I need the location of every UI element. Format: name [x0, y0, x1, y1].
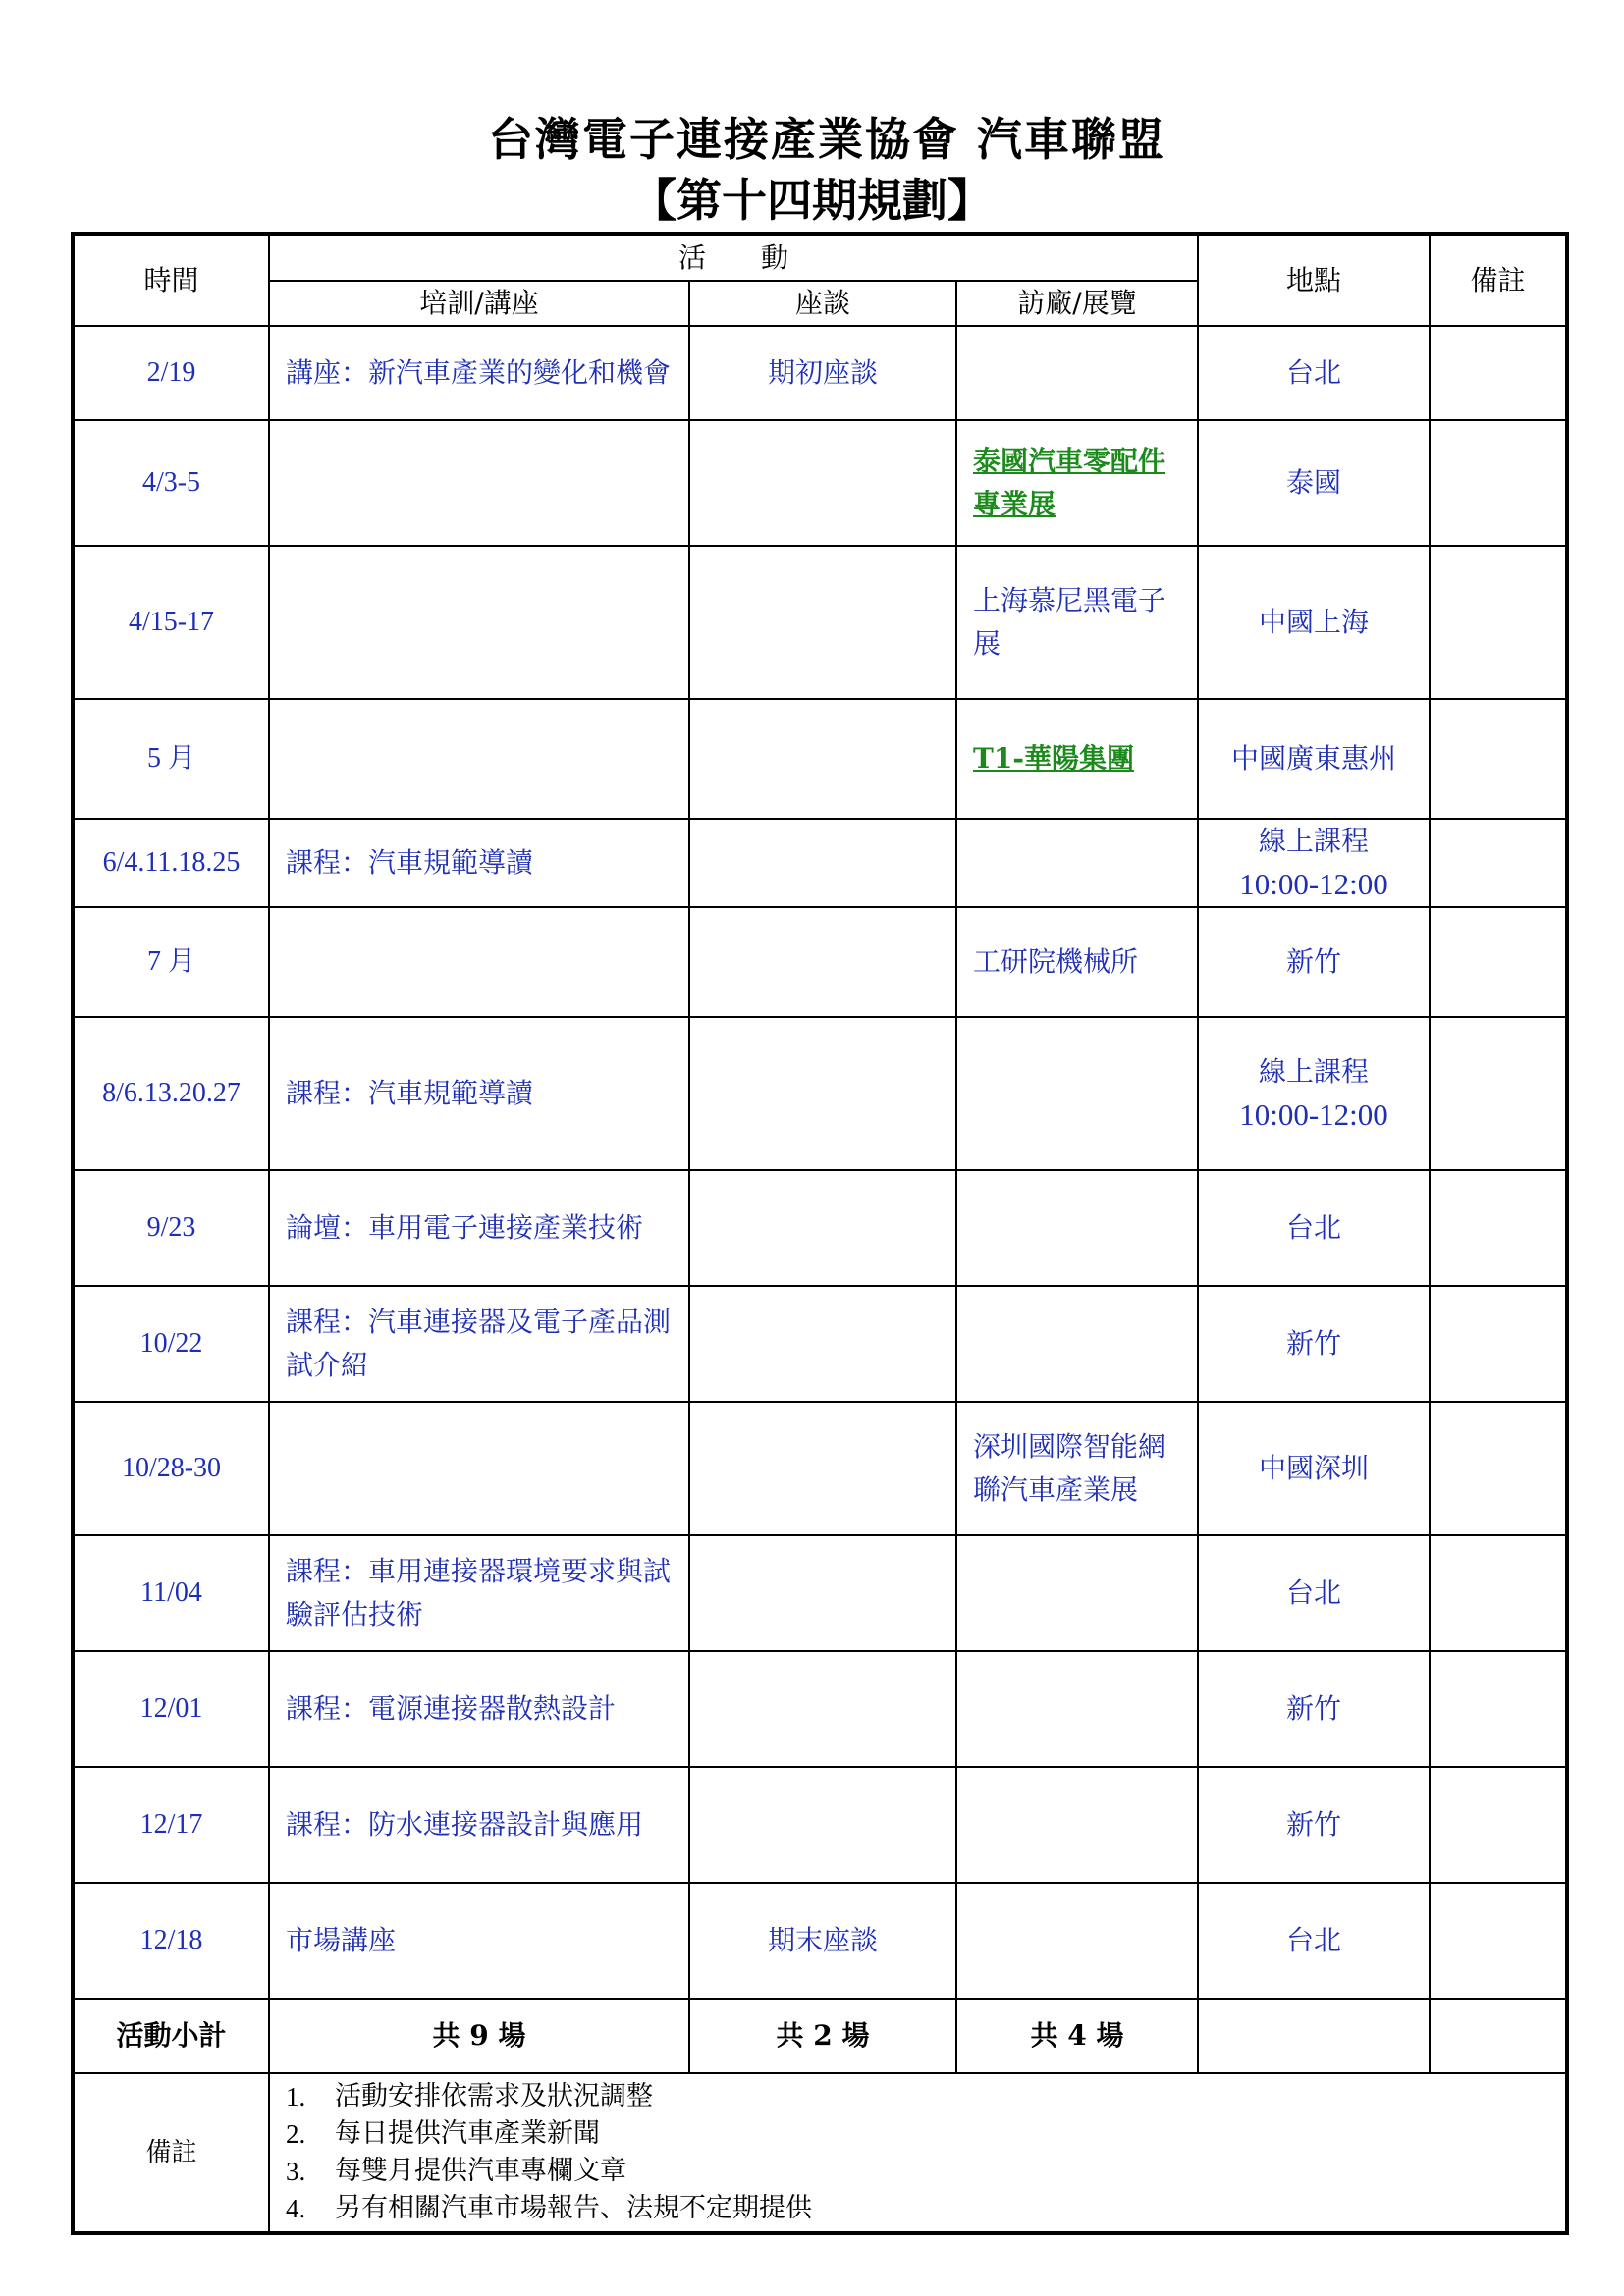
- header-training: 培訓/講座: [269, 281, 689, 326]
- row-training: 市場講座: [269, 1883, 689, 1999]
- header-location: 地點: [1198, 234, 1430, 326]
- note-item: [286, 2115, 1549, 2153]
- row-time: 2/19: [73, 326, 269, 420]
- row-remarks: [1430, 699, 1567, 819]
- row-seminar: [689, 699, 956, 819]
- row-visit-link[interactable]: T1-華陽集團: [956, 699, 1198, 819]
- row-seminar: [689, 546, 956, 699]
- row-seminar: [689, 1017, 956, 1170]
- row-visit: 深圳國際智能網聯汽車產業展: [956, 1402, 1198, 1535]
- row-location: 新竹: [1198, 1767, 1430, 1883]
- row-location: 台北: [1198, 1883, 1430, 1999]
- plan-table: [71, 232, 1569, 2235]
- row-seminar: [689, 1651, 956, 1767]
- row-remarks: [1430, 819, 1567, 907]
- row-training: 論壇：車用電子連接產業技術: [269, 1170, 689, 1286]
- subtotal-seminar: 共 2 場: [689, 1999, 956, 2073]
- notes-list: [286, 2078, 1549, 2227]
- subtotal-location: [1198, 1999, 1430, 2073]
- table-row: [73, 819, 1567, 907]
- row-location: 台北: [1198, 326, 1430, 420]
- table-row: [73, 1017, 1567, 1170]
- row-time: 7 月: [73, 907, 269, 1017]
- table-row: [73, 1170, 1567, 1286]
- row-visit: [956, 1767, 1198, 1883]
- table-row: [73, 1651, 1567, 1767]
- row-seminar: 期初座談: [689, 326, 956, 420]
- row-training: [269, 907, 689, 1017]
- note-text: 另有相關汽車市場報告、法規不定期提供: [335, 2193, 812, 2223]
- table-row: [73, 907, 1567, 1017]
- row-time: 5 月: [73, 699, 269, 819]
- row-visit: [956, 326, 1198, 420]
- header-activity: 活 動: [269, 234, 1198, 281]
- header-time: 時間: [73, 234, 269, 326]
- notes-row: [73, 2073, 1567, 2233]
- row-remarks: [1430, 1017, 1567, 1170]
- row-remarks: [1430, 1170, 1567, 1286]
- row-training: 課程：汽車規範導讀: [269, 819, 689, 907]
- row-visit: [956, 1286, 1198, 1402]
- row-remarks: [1430, 1767, 1567, 1883]
- row-location: 中國上海: [1198, 546, 1430, 699]
- row-visit: [956, 1883, 1198, 1999]
- subtotal-remarks: [1430, 1999, 1567, 2073]
- subtotal-visit: 共 4 場: [956, 1999, 1198, 2073]
- row-training: [269, 699, 689, 819]
- row-visit: [956, 819, 1198, 907]
- row-location: 泰國: [1198, 420, 1430, 546]
- table-row: [73, 699, 1567, 819]
- row-training: 課程：防水連接器設計與應用: [269, 1767, 689, 1883]
- row-location: 台北: [1198, 1535, 1430, 1651]
- row-seminar: [689, 907, 956, 1017]
- row-visit: [956, 1017, 1198, 1170]
- row-training: 課程：電源連接器散熱設計: [269, 1651, 689, 1767]
- row-remarks: [1430, 1883, 1567, 1999]
- row-training: 課程：車用連接器環境要求與試驗評估技術: [269, 1535, 689, 1651]
- row-seminar: [689, 1170, 956, 1286]
- row-training: [269, 1402, 689, 1535]
- location-line-2: 10:00-12:00: [1239, 867, 1388, 901]
- location-line-1: 線上課程: [1258, 825, 1369, 857]
- row-remarks: [1430, 1286, 1567, 1402]
- row-time: 6/4.11.18.25: [73, 819, 269, 907]
- row-time: 10/22: [73, 1286, 269, 1402]
- row-time: 12/18: [73, 1883, 269, 1999]
- row-seminar: [689, 819, 956, 907]
- row-location: 新竹: [1198, 907, 1430, 1017]
- note-number: 3.: [286, 2157, 306, 2186]
- page-subtitle: 【第十四期規劃】: [631, 174, 993, 227]
- location-line-1: 線上課程: [1258, 1055, 1369, 1088]
- row-remarks: [1430, 1651, 1567, 1767]
- row-seminar: [689, 1535, 956, 1651]
- table-row: [73, 1767, 1567, 1883]
- row-location: [1198, 819, 1430, 907]
- row-visit: [956, 1170, 1198, 1286]
- row-time: 12/17: [73, 1767, 269, 1883]
- row-remarks: [1430, 420, 1567, 546]
- location-line-2: 10:00-12:00: [1239, 1097, 1388, 1132]
- subtotal-label: 活動小計: [73, 1999, 269, 2073]
- table-row: [73, 1286, 1567, 1402]
- row-location: [1198, 1017, 1430, 1170]
- row-time: 8/6.13.20.27: [73, 1017, 269, 1170]
- table-row: [73, 1535, 1567, 1651]
- table-row: [73, 1402, 1567, 1535]
- row-location: 中國深圳: [1198, 1402, 1430, 1535]
- subtotal-row: [73, 1999, 1567, 2073]
- note-number: 2.: [286, 2119, 306, 2149]
- note-text: 活動安排依需求及狀況調整: [335, 2081, 653, 2111]
- notes-cell: [269, 2073, 1567, 2233]
- row-time: 4/15-17: [73, 546, 269, 699]
- row-visit-link[interactable]: 泰國汽車零配件專業展: [956, 420, 1198, 546]
- row-location: 中國廣東惠州: [1198, 699, 1430, 819]
- table-row: [73, 326, 1567, 420]
- row-seminar: 期末座談: [689, 1883, 956, 1999]
- row-training: 課程：汽車規範導讀: [269, 1017, 689, 1170]
- header-visit: 訪廠/展覽: [956, 281, 1198, 326]
- note-number: 4.: [286, 2194, 306, 2223]
- row-location: 台北: [1198, 1170, 1430, 1286]
- note-item: [286, 2190, 1549, 2227]
- row-visit: 上海慕尼黑電子展: [956, 546, 1198, 699]
- table-row: [73, 420, 1567, 546]
- row-time: 9/23: [73, 1170, 269, 1286]
- row-seminar: [689, 1286, 956, 1402]
- row-remarks: [1430, 1535, 1567, 1651]
- row-training: [269, 420, 689, 546]
- row-time: 11/04: [73, 1535, 269, 1651]
- row-training: 課程：汽車連接器及電子產品測試介紹: [269, 1286, 689, 1402]
- row-location: 新竹: [1198, 1286, 1430, 1402]
- title-block: [0, 110, 1624, 228]
- note-text: 每日提供汽車產業新聞: [335, 2118, 600, 2149]
- row-remarks: [1430, 326, 1567, 420]
- table-row: [73, 546, 1567, 699]
- row-time: 10/28-30: [73, 1402, 269, 1535]
- header-seminar: 座談: [689, 281, 956, 326]
- row-time: 12/01: [73, 1651, 269, 1767]
- row-training: [269, 546, 689, 699]
- header-remarks: 備註: [1430, 234, 1567, 326]
- notes-label: 備註: [73, 2073, 269, 2233]
- table-row: [73, 1883, 1567, 1999]
- row-seminar: [689, 420, 956, 546]
- row-remarks: [1430, 1402, 1567, 1535]
- row-location: 新竹: [1198, 1651, 1430, 1767]
- row-visit: [956, 1535, 1198, 1651]
- note-number: 1.: [286, 2082, 306, 2111]
- row-visit: 工研院機械所: [956, 907, 1198, 1017]
- note-item: [286, 2078, 1549, 2115]
- row-seminar: [689, 1402, 956, 1535]
- note-item: [286, 2153, 1549, 2190]
- row-seminar: [689, 1767, 956, 1883]
- row-training: 講座：新汽車產業的變化和機會: [269, 326, 689, 420]
- header-row-1: [73, 234, 1567, 281]
- subtotal-training: 共 9 場: [269, 1999, 689, 2073]
- row-time: 4/3-5: [73, 420, 269, 546]
- row-remarks: [1430, 546, 1567, 699]
- note-text: 每雙月提供汽車專欄文章: [335, 2156, 626, 2186]
- row-visit: [956, 1651, 1198, 1767]
- row-remarks: [1430, 907, 1567, 1017]
- page-title: 台灣電子連接產業協會 汽車聯盟: [487, 113, 1165, 166]
